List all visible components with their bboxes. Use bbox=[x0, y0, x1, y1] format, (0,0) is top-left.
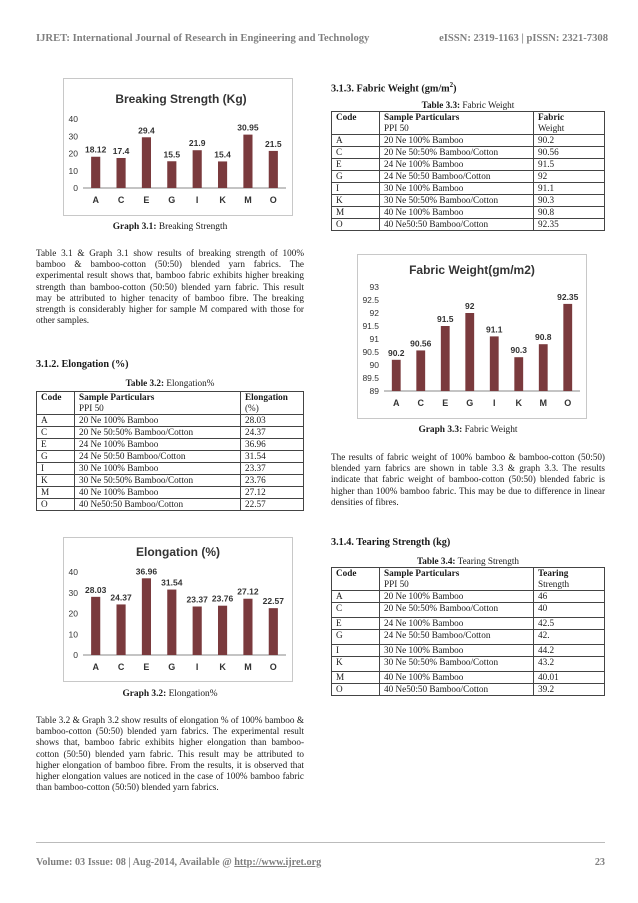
bar bbox=[91, 597, 100, 655]
cell-code: C bbox=[332, 603, 380, 618]
section-3-1-3-title: 3.1.3. Fabric Weight $(gm/m^2)$ bbox=[331, 81, 457, 95]
cell-code: K bbox=[332, 657, 380, 672]
y-tick-label: 20 bbox=[68, 608, 78, 619]
data-label: 18.12 bbox=[85, 144, 107, 155]
y-tick-label: 89 bbox=[369, 386, 379, 396]
x-tick-label: M bbox=[244, 195, 252, 205]
breaking-strength-chart bbox=[63, 78, 293, 216]
cell-value: 90.8 bbox=[534, 207, 605, 219]
header-value: Fabric Weight bbox=[534, 112, 605, 135]
y-tick-label: 10 bbox=[68, 165, 78, 176]
data-label: 36.96 bbox=[135, 566, 158, 577]
y-tick-label: 0 bbox=[73, 650, 78, 660]
table-row bbox=[37, 427, 304, 439]
cell-value: 31.54 bbox=[241, 451, 304, 463]
cell-code: E bbox=[332, 618, 380, 630]
table-row bbox=[332, 183, 605, 195]
para-fabric-weight: The results of fabric weight of 100% bamboo & bamboo-cotton (50:50) blended yarn fabrics are shown in table 3.3 & graph 3.3. The results indicate that fabric weight of bamboo-cotton (50:50) blended fabric is higher than 100% bamboo fabric. This may be due to difference in linear densities of fibres. bbox=[331, 452, 605, 507]
cell-code: K bbox=[332, 195, 380, 207]
data-label: 90.8 bbox=[534, 332, 552, 343]
data-label: 21.5 bbox=[265, 138, 282, 149]
x-tick-label: E bbox=[143, 195, 150, 205]
cell-value: 90.56 bbox=[534, 147, 605, 159]
x-tick-label: C bbox=[117, 195, 125, 205]
footer-divider bbox=[36, 842, 605, 843]
bar bbox=[91, 157, 100, 188]
cell-value: 92 bbox=[534, 171, 605, 183]
header-sample: Sample Particulars PPI 50 bbox=[75, 392, 241, 415]
data-label: 31.54 bbox=[161, 577, 183, 588]
data-label: 90.56 bbox=[410, 338, 432, 349]
x-tick-label: G bbox=[466, 398, 474, 408]
y-tick-label: 93 bbox=[369, 282, 379, 292]
bar bbox=[539, 344, 548, 391]
bar bbox=[416, 350, 425, 391]
bar bbox=[269, 151, 278, 188]
table-row bbox=[37, 487, 304, 499]
tearing-strength-table bbox=[331, 567, 605, 696]
x-tick-label: A bbox=[393, 398, 400, 408]
cell-sample: 30 Ne 50:50% Bamboo/Cotton bbox=[380, 657, 534, 672]
table-row bbox=[332, 219, 605, 231]
cell-value: 23.37 bbox=[241, 463, 304, 475]
bar bbox=[116, 158, 125, 188]
bar bbox=[218, 606, 227, 655]
table2-caption: Table 3.2: Elongation% bbox=[125, 378, 215, 388]
cell-value: 43.2 bbox=[534, 657, 605, 672]
table-row bbox=[332, 207, 605, 219]
x-tick-label: G bbox=[168, 195, 176, 205]
bar bbox=[392, 360, 401, 391]
cell-code: M bbox=[332, 672, 380, 684]
cell-sample: 24 Ne 50:50 Bamboo/Cotton bbox=[380, 630, 534, 645]
table4-caption: Table 3.4: Tearing Strength bbox=[417, 556, 519, 566]
cell-code: A bbox=[37, 415, 75, 427]
cell-code: I bbox=[332, 645, 380, 657]
cell-value: 22.57 bbox=[241, 499, 304, 511]
bar bbox=[167, 590, 176, 655]
table-row bbox=[332, 645, 605, 657]
data-label: 23.37 bbox=[186, 594, 208, 605]
cell-value: 39.2 bbox=[534, 684, 605, 696]
data-label: 91.1 bbox=[485, 324, 503, 335]
data-label: 27.12 bbox=[237, 586, 259, 597]
footer-volume: Volume: 03 Issue: 08 | Aug-2014, Available @ http://www.ijret.org bbox=[36, 857, 322, 868]
cell-sample: 30 Ne 100% Bamboo bbox=[75, 463, 241, 475]
x-tick-label: M bbox=[244, 662, 252, 672]
data-label: 91.5 bbox=[436, 314, 454, 324]
data-label: 17.4 bbox=[112, 145, 130, 156]
data-label: 15.4 bbox=[214, 149, 231, 160]
table-row bbox=[37, 439, 304, 451]
table-row bbox=[332, 171, 605, 183]
x-tick-label: C bbox=[417, 398, 424, 408]
cell-code: M bbox=[332, 207, 380, 219]
data-label: 24.37 bbox=[110, 592, 132, 603]
x-tick-label: C bbox=[117, 662, 125, 672]
y-tick-label: 89.5 bbox=[362, 373, 379, 383]
table-row bbox=[332, 147, 605, 159]
cell-sample: 40 Ne 100% Bamboo bbox=[75, 487, 241, 499]
table-row bbox=[332, 135, 605, 147]
y-tick-label: 30 bbox=[68, 587, 78, 598]
page-number: 23 bbox=[594, 857, 605, 868]
y-tick-label: 40 bbox=[68, 114, 78, 124]
graph3-caption: Graph 3.3: Fabric Weight bbox=[418, 425, 518, 435]
y-tick-label: 91.5 bbox=[362, 321, 379, 331]
cell-sample: 30 Ne 100% Bamboo bbox=[380, 183, 534, 195]
chart-title: Fabric Weight(gm/m2) bbox=[409, 263, 535, 277]
data-label: 15.5 bbox=[163, 149, 181, 160]
cell-code: O bbox=[332, 684, 380, 696]
table-header-row bbox=[37, 392, 304, 415]
cell-sample: 30 Ne 100% Bamboo bbox=[380, 645, 534, 657]
bar bbox=[490, 336, 499, 391]
fabric-weight-chart bbox=[357, 254, 587, 419]
data-label: 90.2 bbox=[387, 347, 405, 358]
cell-code: I bbox=[37, 463, 75, 475]
cell-code: E bbox=[332, 159, 380, 171]
cell-sample: 40 Ne 100% Bamboo bbox=[380, 672, 534, 684]
x-tick-label: E bbox=[442, 398, 449, 408]
cell-sample: 24 Ne 100% Bamboo bbox=[380, 618, 534, 630]
table-row bbox=[332, 657, 605, 672]
x-tick-label: K bbox=[219, 195, 226, 205]
table-row bbox=[332, 684, 605, 696]
table-row bbox=[332, 630, 605, 645]
cell-code: O bbox=[332, 219, 380, 231]
cell-value: 27.12 bbox=[241, 487, 304, 499]
bar bbox=[193, 150, 202, 188]
data-label: 29.4 bbox=[138, 125, 155, 136]
cell-value: 91.5 bbox=[534, 159, 605, 171]
cell-value: 24.37 bbox=[241, 427, 304, 439]
graph1-caption: Graph 3.1: Breaking Strength bbox=[112, 222, 228, 232]
table-header-row bbox=[332, 568, 605, 591]
fabric-weight-table bbox=[331, 111, 605, 231]
cell-value: 92.35 bbox=[534, 219, 605, 231]
header-sample: Sample Particulars PPI 50 bbox=[380, 568, 534, 591]
cell-sample: 40 Ne50:50 Bamboo/Cotton bbox=[75, 499, 241, 511]
chart-title: Elongation (%) bbox=[136, 545, 220, 559]
cell-value: 46 bbox=[534, 591, 605, 603]
y-tick-label: 30 bbox=[68, 131, 78, 142]
cell-code: G bbox=[332, 630, 380, 645]
table-row bbox=[332, 618, 605, 630]
y-tick-label: 90.5 bbox=[362, 347, 379, 357]
data-label: 21.9 bbox=[188, 138, 206, 149]
header-value: Elongation (%) bbox=[241, 392, 304, 415]
y-tick-label: 92.5 bbox=[362, 295, 379, 305]
cell-code: C bbox=[37, 427, 75, 439]
cell-sample: 20 Ne 100% Bamboo bbox=[380, 135, 534, 147]
table-row bbox=[37, 499, 304, 511]
bar bbox=[514, 357, 523, 391]
bar bbox=[243, 135, 252, 188]
header-code: Code bbox=[332, 112, 380, 135]
journal-title: IJRET: International Journal of Research in Engineering and Technology bbox=[36, 33, 370, 44]
cell-code: G bbox=[37, 451, 75, 463]
table-row bbox=[332, 195, 605, 207]
data-label: 92 bbox=[465, 301, 475, 311]
bar bbox=[269, 608, 278, 655]
elongation-table bbox=[36, 391, 304, 511]
cell-value: 36.96 bbox=[241, 439, 304, 451]
y-tick-label: 90 bbox=[369, 360, 379, 370]
elongation-chart bbox=[63, 537, 293, 682]
cell-code: C bbox=[332, 147, 380, 159]
cell-code: E bbox=[37, 439, 75, 451]
x-tick-label: M bbox=[539, 398, 547, 408]
cell-value: 42.5 bbox=[534, 618, 605, 630]
cell-sample: 20 Ne 50:50% Bamboo/Cotton bbox=[380, 603, 534, 618]
cell-sample: 20 Ne 100% Bamboo bbox=[380, 591, 534, 603]
cell-code: G bbox=[332, 171, 380, 183]
bar bbox=[465, 313, 474, 391]
chart-title: Breaking Strength (Kg) bbox=[115, 92, 247, 106]
data-label: 22.57 bbox=[262, 596, 284, 607]
data-label: 92.35 bbox=[557, 291, 579, 302]
table-row bbox=[37, 451, 304, 463]
y-tick-label: 20 bbox=[68, 148, 78, 159]
table-row bbox=[37, 415, 304, 427]
para-breaking-strength: Table 3.1 & Graph 3.1 show results of breaking strength of 100% bamboo & bamboo-cotton (50:50) blended yarn fabrics. The experimental result shows that, bamboo fabric exhibits higher breaking strength than bamboo-cotton (50:50) blended yarn fabric. This result may be attributed to higher tenacity of bamboo fibre. The breaking strength is considerably higher for sample M compared with those for other samples. bbox=[36, 248, 304, 326]
table-row bbox=[37, 463, 304, 475]
header-code: Code bbox=[37, 392, 75, 415]
cell-value: 91.1 bbox=[534, 183, 605, 195]
bar bbox=[243, 599, 252, 655]
section-3-1-4-title: 3.1.4. Tearing Strength (kg) bbox=[331, 537, 451, 548]
data-label: 90.3 bbox=[510, 345, 528, 356]
cell-value: 28.03 bbox=[241, 415, 304, 427]
cell-value: 42. bbox=[534, 630, 605, 645]
cell-sample: 24 Ne 50:50 Bamboo/Cotton bbox=[380, 171, 534, 183]
cell-sample: 30 Ne 50:50% Bamboo/Cotton bbox=[75, 475, 241, 487]
bar bbox=[441, 326, 450, 391]
cell-sample: 20 Ne 50:50% Bamboo/Cotton bbox=[380, 147, 534, 159]
x-tick-label: O bbox=[269, 195, 277, 205]
header-code: Code bbox=[332, 568, 380, 591]
y-tick-label: 0 bbox=[73, 183, 78, 193]
x-tick-label: O bbox=[269, 662, 277, 672]
bar bbox=[167, 161, 176, 188]
bar bbox=[218, 161, 227, 188]
x-tick-label: E bbox=[143, 662, 150, 672]
bar bbox=[193, 607, 202, 655]
section-3-1-2-title: 3.1.2. Elongation (%) bbox=[36, 359, 129, 370]
cell-sample: 40 Ne50:50 Bamboo/Cotton bbox=[380, 684, 534, 696]
cell-sample: 40 Ne50:50 Bamboo/Cotton bbox=[380, 219, 534, 231]
cell-code: A bbox=[332, 591, 380, 603]
x-tick-label: I bbox=[195, 195, 199, 205]
cell-sample: 20 Ne 50:50% Bamboo/Cotton bbox=[75, 427, 241, 439]
y-tick-label: 40 bbox=[68, 567, 78, 577]
bar bbox=[142, 578, 151, 655]
bar bbox=[563, 304, 572, 391]
data-label: 28.03 bbox=[85, 584, 107, 595]
x-tick-label: A bbox=[92, 195, 99, 205]
cell-value: 90.2 bbox=[534, 135, 605, 147]
para-elongation: Table 3.2 & Graph 3.2 show results of elongation % of 100% bamboo & bamboo-cotton (50:50) blended yarn fabrics. The experimental result shows that, bamboo fabric exhibits higher elongation than bamboo-cotton (50:50) blended yarn fabric. This result may be attributed to higher elongation of bamboo fibre. From the results, it is observed that higher elongation values are noticed in the case of 100% bamboo fabric than bamboo-cotton (50:50) blended yarn fabrics. bbox=[36, 715, 304, 793]
cell-value: 23.76 bbox=[241, 475, 304, 487]
cell-value: 44.2 bbox=[534, 645, 605, 657]
cell-sample: 20 Ne 100% Bamboo bbox=[75, 415, 241, 427]
data-label: 30.95 bbox=[237, 122, 259, 133]
bar bbox=[116, 604, 125, 655]
cell-sample: 40 Ne 100% Bamboo bbox=[380, 207, 534, 219]
data-label: 23.76 bbox=[211, 593, 234, 604]
cell-sample: 30 Ne 50:50% Bamboo/Cotton bbox=[380, 195, 534, 207]
cell-code: I bbox=[332, 183, 380, 195]
x-tick-label: A bbox=[92, 662, 99, 672]
cell-value: 40 bbox=[534, 603, 605, 618]
cell-sample: 24 Ne 100% Bamboo bbox=[75, 439, 241, 451]
table-row bbox=[37, 475, 304, 487]
graph2-caption: Graph 3.2: Elongation% bbox=[122, 689, 218, 699]
x-tick-label: G bbox=[168, 662, 176, 672]
cell-code: K bbox=[37, 475, 75, 487]
y-tick-label: 91 bbox=[369, 334, 379, 344]
y-tick-label: 92 bbox=[369, 308, 379, 318]
table-row bbox=[332, 603, 605, 618]
cell-code: A bbox=[332, 135, 380, 147]
x-tick-label: I bbox=[195, 662, 199, 672]
cell-sample: 24 Ne 50:50 Bamboo/Cotton bbox=[75, 451, 241, 463]
cell-value: 90.3 bbox=[534, 195, 605, 207]
x-tick-label: I bbox=[492, 398, 496, 408]
header-value: Tearing Strength bbox=[534, 568, 605, 591]
table-header-row bbox=[332, 112, 605, 135]
x-tick-label: O bbox=[564, 398, 572, 408]
table-row bbox=[332, 591, 605, 603]
cell-code: O bbox=[37, 499, 75, 511]
issn: eISSN: 2319-1163 | pISSN: 2321-7308 bbox=[439, 33, 608, 44]
footer-link[interactable]: http://www.ijret.org bbox=[234, 857, 322, 868]
x-tick-label: K bbox=[515, 398, 522, 408]
table3-caption: Table 3.3: Fabric Weight bbox=[421, 100, 515, 110]
header-sample: Sample Particulars PPI 50 bbox=[380, 112, 534, 135]
x-tick-label: K bbox=[219, 662, 226, 672]
cell-value: 40.01 bbox=[534, 672, 605, 684]
table-row bbox=[332, 159, 605, 171]
cell-sample: 24 Ne 100% Bamboo bbox=[380, 159, 534, 171]
cell-code: M bbox=[37, 487, 75, 499]
table-row bbox=[332, 672, 605, 684]
bar bbox=[142, 137, 151, 188]
y-tick-label: 10 bbox=[68, 629, 78, 640]
